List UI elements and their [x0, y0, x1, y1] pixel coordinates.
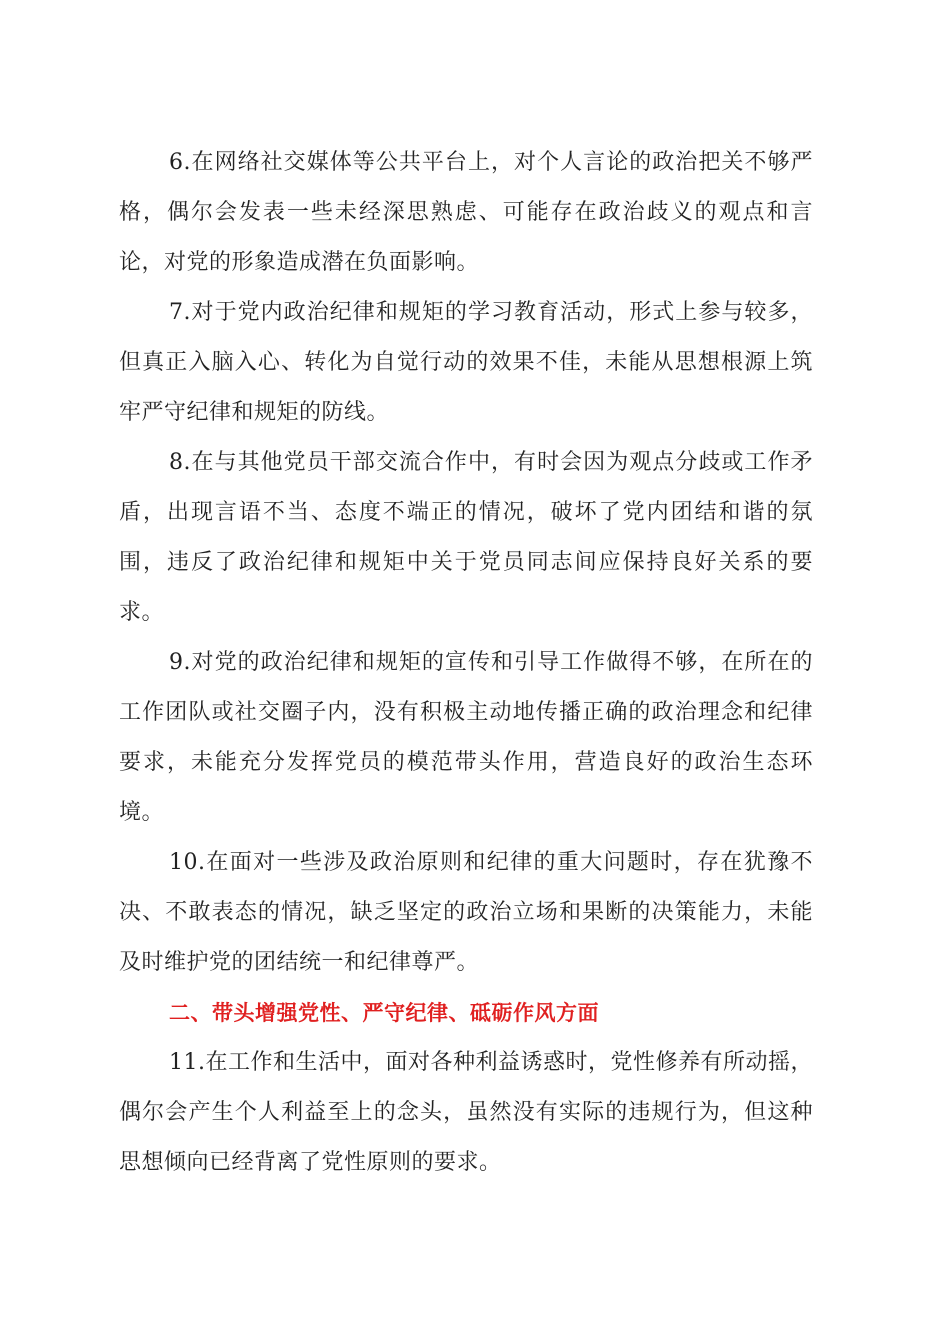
paragraph-item-8: 8.在与其他党员干部交流合作中，有时会因为观点分歧或工作矛盾，出现言语不当、态度不端正的情况，破坏了党内团结和谐的氛围，违反了政治纪律和规矩中关于党员同志间应保持良好关系的要求。 — [119, 450, 813, 625]
section-heading: 二、带头增强党性、严守纪律、砥砺作风方面 — [169, 1001, 599, 1025]
document-body — [119, 138, 813, 1188]
paragraph-item-6: 6.在网络社交媒体等公共平台上，对个人言论的政治把关不够严格，偶尔会发表一些未经深思熟虑、可能存在政治歧义的观点和言论，对党的形象造成潜在负面影响。 — [119, 150, 813, 275]
paragraph-item-10: 10.在面对一些涉及政治原则和纪律的重大问题时，存在犹豫不决、不敢表态的情况，缺乏坚定的政治立场和果断的决策能力，未能及时维护党的团结统一和纪律尊严。 — [119, 850, 813, 975]
paragraph-item-11: 11.在工作和生活中，面对各种利益诱惑时，党性修养有所动摇，偶尔会产生个人利益至上的念头，虽然没有实际的违规行为，但这种思想倾向已经背离了党性原则的要求。 — [119, 1050, 813, 1175]
paragraph-item-7: 7.对于党内政治纪律和规矩的学习教育活动，形式上参与较多，但真正入脑入心、转化为自觉行动的效果不佳，未能从思想根源上筑牢严守纪律和规矩的防线。 — [119, 300, 813, 425]
paragraph-item-9: 9.对党的政治纪律和规矩的宣传和引导工作做得不够，在所在的工作团队或社交圈子内，没有积极主动地传播正确的政治理念和纪律要求，未能充分发挥党员的模范带头作用，营造良好的政治生态环境。 — [119, 650, 813, 825]
